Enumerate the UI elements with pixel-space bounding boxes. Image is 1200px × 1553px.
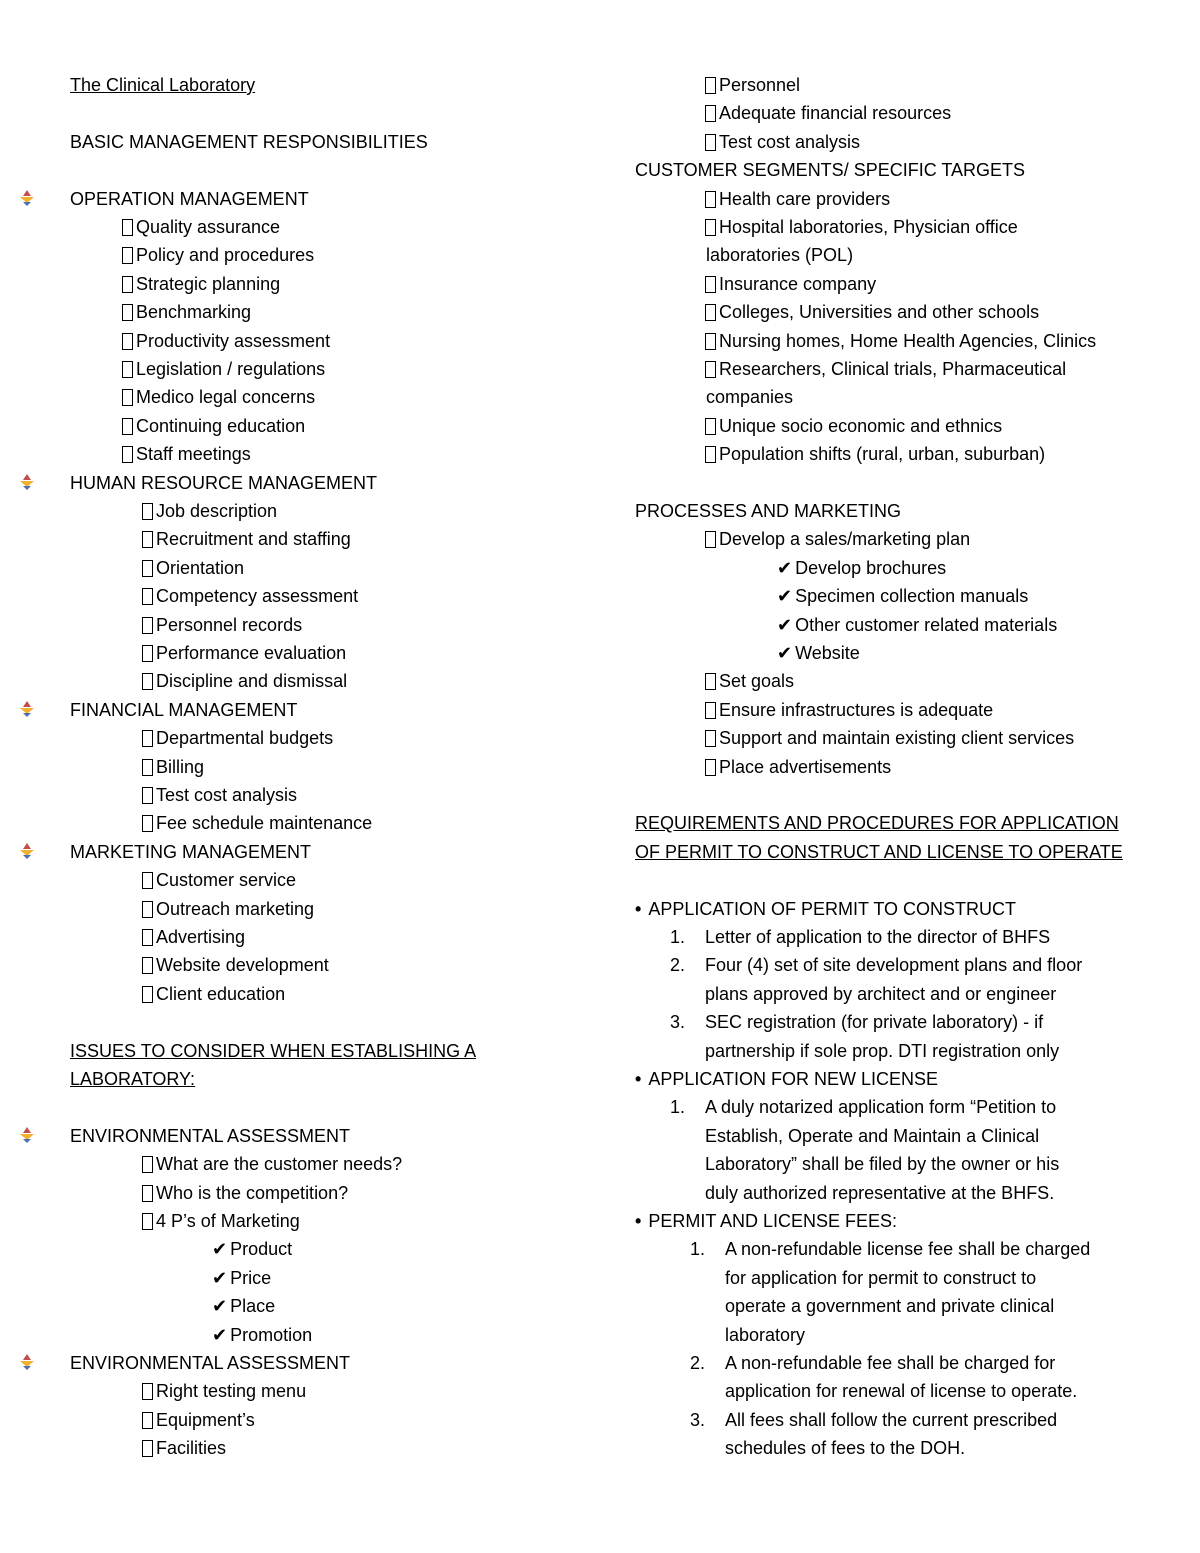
list-item-text <box>725 1321 805 1349</box>
text: laboratory <box>725 1324 806 1345</box>
check-item <box>777 582 1028 610</box>
arrow-bullet-icon <box>18 842 36 860</box>
text: SEC registration (for private laboratory) - if <box>705 1012 1044 1033</box>
text: operate a government and private clinical <box>725 1296 1055 1317</box>
text: Price <box>230 1267 272 1288</box>
list-item <box>142 1150 402 1178</box>
text: Legislation / regulations <box>136 359 326 379</box>
list-item <box>142 866 296 894</box>
text: Develop a sales/marketing plan <box>719 529 971 550</box>
text: Quality assurance <box>136 217 281 237</box>
text: Promotion <box>230 1324 313 1345</box>
list-item-text <box>705 1179 1054 1207</box>
list-item <box>705 128 860 156</box>
list-item <box>122 355 325 383</box>
checkbox-glyph-icon <box>122 333 133 350</box>
text: Specimen collection manuals <box>795 586 1029 607</box>
list-item-text <box>725 1406 1057 1434</box>
checkbox-glyph-icon <box>705 191 716 208</box>
list-item <box>122 327 330 355</box>
section-heading <box>635 497 901 525</box>
list-item-text <box>725 1377 1077 1405</box>
text: Productivity assessment <box>136 330 331 351</box>
text: REQUIREMENTS AND PROCEDURES FOR APPLICATION <box>635 813 1119 834</box>
list-item-text <box>705 1122 1039 1150</box>
checkbox-glyph-icon <box>705 730 716 747</box>
section-heading <box>70 838 311 866</box>
checkbox-glyph-icon <box>122 418 133 435</box>
list-item <box>122 213 280 241</box>
list-item <box>122 412 305 440</box>
list-item <box>705 412 1002 440</box>
text: Letter of application to the director of BHFS <box>705 927 1051 947</box>
text: Unique socio economic and ethnics <box>719 415 1003 436</box>
list-item <box>142 1207 300 1235</box>
text: Set goals <box>719 671 795 692</box>
list-item <box>122 241 314 269</box>
section-title <box>635 809 1119 837</box>
list-item <box>142 980 285 1008</box>
checkbox-glyph-icon <box>122 389 133 406</box>
text: Policy and procedures <box>136 245 315 266</box>
text: Continuing education <box>136 415 306 436</box>
list-item <box>142 781 297 809</box>
text: OF PERMIT TO CONSTRUCT AND LICENSE TO OPERATE <box>635 841 1123 862</box>
check-item <box>777 639 860 667</box>
text: A non-refundable license fee shall be charged <box>725 1239 1091 1260</box>
section-title <box>70 1065 195 1093</box>
text: Billing <box>156 756 205 777</box>
checkbox-glyph-icon <box>705 134 716 151</box>
checkbox-glyph-icon <box>122 446 133 463</box>
arrow-bullet-icon <box>18 189 36 207</box>
text: Performance evaluation <box>156 643 347 663</box>
checkbox-glyph-icon <box>705 418 716 435</box>
checkbox-glyph-icon <box>122 247 133 264</box>
checkbox-glyph-icon <box>142 531 153 548</box>
list-item <box>705 724 1074 752</box>
list-item <box>142 1179 348 1207</box>
arrow-bullet-icon <box>18 1126 36 1144</box>
text: Advertising <box>156 927 246 947</box>
check-item <box>212 1321 312 1349</box>
checkbox-glyph-icon <box>122 361 133 378</box>
list-item-text <box>705 980 1056 1008</box>
checkbox-glyph-icon <box>705 105 716 122</box>
text: Personnel <box>719 75 801 95</box>
text: HUMAN RESOURCE MANAGEMENT <box>70 472 378 493</box>
text: Ensure infrastructures is adequate <box>719 699 994 720</box>
text: ENVIRONMENTAL ASSESSMENT <box>70 1125 351 1146</box>
text: Establish, Operate and Maintain a Clinical <box>705 1125 1040 1146</box>
text: Facilities <box>156 1438 227 1459</box>
text: Four (4) set of site development plans and floor <box>705 955 1083 976</box>
text: Departmental budgets <box>156 728 334 749</box>
bullet-heading <box>635 895 1016 923</box>
checkbox-glyph-icon <box>142 986 153 1003</box>
list-number: 1. <box>690 1239 706 1260</box>
checkbox-glyph-icon <box>142 1383 153 1400</box>
text: PROCESSES AND MARKETING <box>635 501 902 521</box>
checkbox-glyph-icon <box>122 276 133 293</box>
checkbox-glyph-icon <box>142 815 153 832</box>
text: Equipment’s <box>156 1409 255 1430</box>
list-item <box>142 1406 255 1434</box>
checkbox-glyph-icon <box>705 304 716 321</box>
text: Adequate financial resources <box>719 103 952 124</box>
text: Place advertisements <box>719 756 892 777</box>
section-heading <box>70 1349 350 1377</box>
text: A duly notarized application form “Petition to <box>705 1097 1057 1118</box>
text: A non-refundable fee shall be charged for <box>725 1353 1056 1373</box>
checkbox-glyph-icon <box>142 929 153 946</box>
text: Support and maintain existing client services <box>719 728 1075 749</box>
text: ISSUES TO CONSIDER WHEN ESTABLISHING A <box>70 1040 477 1061</box>
checkbox-glyph-icon <box>705 276 716 293</box>
bullet-heading <box>635 1207 897 1235</box>
list-item <box>122 298 251 326</box>
checkbox-glyph-icon <box>142 1185 153 1202</box>
list-item-text <box>725 1349 1055 1377</box>
text: Strategic planning <box>136 273 281 294</box>
text: Nursing homes, Home Health Agencies, Clinics <box>719 330 1097 351</box>
text: Hospital laboratories, Physician office <box>719 217 1018 237</box>
list-number: 3. <box>690 1409 706 1430</box>
text: Colleges, Universities and other schools <box>719 302 1040 323</box>
text: Who is the competition? <box>156 1182 349 1203</box>
check-item <box>212 1235 292 1263</box>
checkbox-glyph-icon <box>142 503 153 520</box>
checkbox-glyph-icon <box>705 361 716 378</box>
text: APPLICATION OF PERMIT TO CONSTRUCT <box>648 898 1017 919</box>
list-item-text <box>725 1292 1054 1320</box>
list-item <box>705 213 1018 241</box>
text: Competency assessment <box>156 586 359 607</box>
checkbox-glyph-icon <box>142 1440 153 1457</box>
text: companies <box>706 387 794 408</box>
text: Right testing menu <box>156 1381 307 1402</box>
list-item <box>705 355 1066 383</box>
text: Develop brochures <box>795 557 947 578</box>
text: Customer service <box>156 870 297 891</box>
text: Client education <box>156 983 286 1004</box>
text: Outreach marketing <box>156 898 315 919</box>
list-item <box>706 241 853 269</box>
text: What are the customer needs? <box>156 1154 403 1175</box>
checkbox-glyph-icon <box>705 333 716 350</box>
list-item <box>705 270 876 298</box>
list-item <box>142 639 346 667</box>
list-item <box>705 185 890 213</box>
bullet-heading <box>635 1065 938 1093</box>
list-item <box>122 270 280 298</box>
list-item <box>705 327 1096 355</box>
text: Medico legal concerns <box>136 387 316 408</box>
list-item-text <box>725 1264 1036 1292</box>
list-item <box>705 71 800 99</box>
arrow-bullet-icon <box>18 1353 36 1371</box>
list-number: 2. <box>690 1353 706 1373</box>
checkbox-glyph-icon <box>705 702 716 719</box>
arrow-bullet-icon <box>18 700 36 718</box>
text: Test cost analysis <box>156 785 298 805</box>
checkbox-glyph-icon <box>142 787 153 804</box>
text: Discipline and dismissal <box>156 671 348 692</box>
text: Other customer related materials <box>795 614 1058 635</box>
checkbox-glyph-icon <box>142 730 153 747</box>
text: plans approved by architect and or engineer <box>705 983 1057 1004</box>
text: partnership if sole prop. DTI registration only <box>705 1040 1060 1061</box>
section-subtitle <box>70 128 428 156</box>
section-heading <box>70 696 297 724</box>
list-number: 2. <box>670 955 686 976</box>
text: Personnel records <box>156 614 303 635</box>
check-item <box>777 554 946 582</box>
check-item <box>777 611 1057 639</box>
text: All fees shall follow the current prescribed <box>725 1409 1058 1430</box>
list-item <box>142 667 347 695</box>
checkbox-glyph-icon <box>705 219 716 236</box>
list-number: 1. <box>670 1097 686 1118</box>
text: duly authorized representative at the BHFS. <box>705 1182 1055 1203</box>
text: ENVIRONMENTAL ASSESSMENT <box>70 1353 351 1373</box>
text: Laboratory” shall be filed by the owner or his <box>705 1154 1060 1175</box>
text: Orientation <box>156 557 245 578</box>
checkbox-glyph-icon <box>142 588 153 605</box>
text: schedules of fees to the DOH. <box>725 1438 966 1459</box>
list-item <box>142 951 329 979</box>
text: The Clinical Laboratory <box>70 75 256 95</box>
list-item-text <box>705 1093 1056 1121</box>
list-item <box>142 809 372 837</box>
list-item <box>142 497 277 525</box>
list-item <box>122 440 251 468</box>
text: Population shifts (rural, urban, suburban) <box>719 444 1046 465</box>
checkbox-glyph-icon <box>705 531 716 548</box>
list-item <box>705 696 993 724</box>
list-number: 1. <box>670 927 686 947</box>
list-item <box>142 724 333 752</box>
checkbox-glyph-icon <box>142 759 153 776</box>
text: Insurance company <box>719 273 877 294</box>
text: BASIC MANAGEMENT RESPONSIBILITIES <box>70 131 428 152</box>
checkbox-glyph-icon <box>705 673 716 690</box>
list-item-text <box>705 1008 1043 1036</box>
section-title <box>635 838 1123 866</box>
text: application for renewal of license to operate. <box>725 1381 1078 1402</box>
list-item <box>142 895 314 923</box>
section-heading <box>70 1122 350 1150</box>
check-item <box>212 1264 271 1292</box>
list-item <box>142 525 351 553</box>
text: OPERATION MANAGEMENT <box>70 188 309 209</box>
text: Website development <box>156 955 329 976</box>
checkbox-glyph-icon <box>142 901 153 918</box>
text: PERMIT AND LICENSE FEES: <box>648 1211 898 1231</box>
checkbox-glyph-icon <box>142 1213 153 1230</box>
list-item <box>142 1377 306 1405</box>
list-item-text <box>705 951 1082 979</box>
list-item-text <box>705 1037 1059 1065</box>
text: LABORATORY: <box>70 1069 196 1089</box>
checkbox-glyph-icon <box>142 1156 153 1173</box>
list-item <box>142 923 245 951</box>
list-number: 3. <box>670 1012 686 1033</box>
text: APPLICATION FOR NEW LICENSE <box>648 1069 939 1089</box>
list-item <box>705 753 891 781</box>
list-item <box>142 1434 226 1462</box>
list-item-text <box>705 1150 1059 1178</box>
checkbox-glyph-icon <box>142 645 153 662</box>
checkbox-glyph-icon <box>142 872 153 889</box>
text: laboratories (POL) <box>706 245 854 266</box>
checkbox-glyph-icon <box>142 560 153 577</box>
text: Health care providers <box>719 188 891 209</box>
section-heading <box>635 156 1025 184</box>
list-item <box>706 383 793 411</box>
text: Website <box>795 643 860 663</box>
list-item <box>142 582 358 610</box>
text: MARKETING MANAGEMENT <box>70 841 312 862</box>
list-item-text <box>725 1434 965 1462</box>
text: Product <box>230 1239 293 1260</box>
checkbox-glyph-icon <box>705 446 716 463</box>
text: Job description <box>156 501 278 521</box>
checkbox-glyph-icon <box>142 617 153 634</box>
text: Staff meetings <box>136 444 251 465</box>
text: for application for permit to construct to <box>725 1267 1037 1288</box>
list-item <box>705 99 951 127</box>
section-heading <box>70 185 309 213</box>
checkbox-glyph-icon <box>142 957 153 974</box>
text: Recruitment and staffing <box>156 529 351 550</box>
text: FINANCIAL MANAGEMENT <box>70 699 298 720</box>
list-item <box>122 383 315 411</box>
list-item <box>142 554 244 582</box>
check-item <box>212 1292 275 1320</box>
list-item <box>142 753 204 781</box>
list-item-text <box>705 923 1050 951</box>
text: 4 P’s of Marketing <box>156 1211 300 1231</box>
text: Test cost analysis <box>719 131 861 152</box>
checkbox-glyph-icon <box>705 759 716 776</box>
text: Researchers, Clinical trials, Pharmaceutical <box>719 359 1067 379</box>
checkbox-glyph-icon <box>122 219 133 236</box>
list-item <box>705 298 1039 326</box>
checkbox-glyph-icon <box>142 1412 153 1429</box>
page-title <box>70 71 255 99</box>
checkbox-glyph-icon <box>142 673 153 690</box>
text: Benchmarking <box>136 302 252 323</box>
list-item <box>705 525 970 553</box>
checkbox-glyph-icon <box>122 304 133 321</box>
text: CUSTOMER SEGMENTS/ SPECIFIC TARGETS <box>635 160 1026 181</box>
list-item <box>705 667 794 695</box>
section-title <box>70 1037 476 1065</box>
checkbox-glyph-icon <box>705 77 716 94</box>
section-heading <box>70 469 377 497</box>
list-item <box>142 611 302 639</box>
arrow-bullet-icon <box>18 473 36 491</box>
text: Place <box>230 1296 276 1317</box>
list-item <box>705 440 1045 468</box>
list-item-text <box>725 1235 1090 1263</box>
text: Fee schedule maintenance <box>156 813 373 834</box>
